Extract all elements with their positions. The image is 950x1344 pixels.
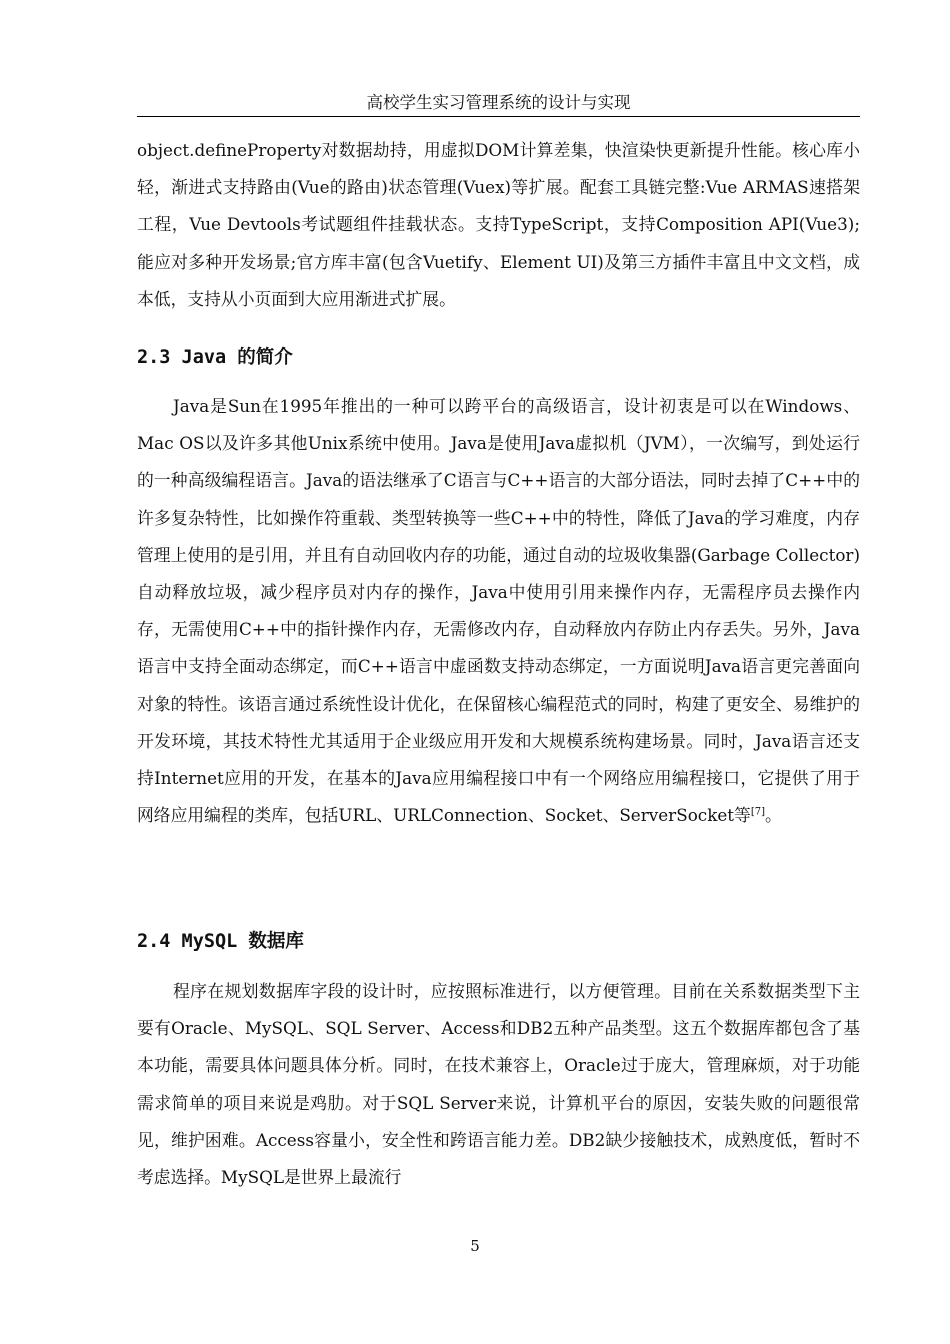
citation-7[interactable]: [7] (750, 806, 765, 818)
java-body (137, 388, 860, 834)
java-paragraph-text: Java是Sun在1995年推出的一种可以跨平台的高级语言，设计初衷是可以在Windows、Mac OS以及许多其他Unix系统中使用。Java是使用Java虚拟机（JVM），一次编写，到处运行的一种高级编程语言。Java的语法继承了C语言与C++语言的大部分语法，同时去掉了C++中的许多复杂特性，比如操作符重载、类型转换等一些C++中的特性，降低了Java的学习难度，内存管理上使用的是引用，并且有自动回收内存的功能，通过自动的垃圾收集器(Garbage Collector)自动释放垃圾，减少程序员对内存的操作，Java中使用引用来操作内存，无需程序员去操作内存，无需使用C++中的指针操作内存，无需修改内存，自动释放内存防止内存丢失。另外，Java语言中支持全面动态绑定，而C++语言中虚函数支持动态绑定，一方面说明Java语言更完善面向对象的特性。该语言通过系统性设计优化，在保留核心编程范式的同时，构建了更安全、易维护的开发环境，其技术特性尤其适用于企业级应用开发和大规模系统构建场景。同时，Java语言还支持Internet应用的开发，在基本的Java应用编程接口中有一个网络应用编程接口，它提供了用于网络应用编程的类库，包括URL、URLConnection、Socket、ServerSocket等 (137, 396, 860, 826)
mysql-section (137, 928, 860, 956)
mysql-body (137, 973, 860, 1196)
page-number: 5 (470, 1237, 480, 1255)
vue-continued-block (137, 132, 860, 318)
java-paragraph (137, 388, 860, 834)
section-heading-java: 2.3 Java 的简介 (137, 347, 293, 368)
java-section (137, 344, 860, 372)
mysql-paragraph: 程序在规划数据库字段的设计时，应按照标准进行，以方便管理。目前在关系数据类型下主要有Oracle、MySQL、SQL Server、Access和DB2五种产品类型。这五个数据库都包含了基本功能，需要具体问题具体分析。同时，在技术兼容上，Oracle过于庞大，管理麻烦，对于功能需求简单的项目来说是鸡肋。对于SQL Server来说，计算机平台的原因，安装失败的问题很常见，维护困难。Access容量小，安全性和跨语言能力差。DB2缺少接触技术，成熟度低，暂时不考虑选择。MySQL是世界上最流行 (137, 981, 860, 1188)
java-paragraph-end: 。 (765, 805, 782, 826)
running-header: 高校学生实习管理系统的设计与实现 (137, 92, 860, 117)
section-heading-mysql: 2.4 MySQL 数据库 (137, 931, 304, 952)
vue-continued-paragraph: object.defineProperty对数据劫持，用虚拟DOM计算差集，快渲染快更新提升性能。核心库小轻，渐进式支持路由(Vue的路由)状态管理(Vuex)等扩展。配套工具链完整:Vue ARMAS速搭架工程，Vue Devtools考试题组件挂载状态。支持TypeScript，支持Composition API(Vue3);能应对多种开发场景;官方库丰富(包含Vuetify、Element UI)及第三方插件丰富且中文文档，成本低，支持从小页面到大应用渐进式扩展。 (137, 140, 860, 309)
